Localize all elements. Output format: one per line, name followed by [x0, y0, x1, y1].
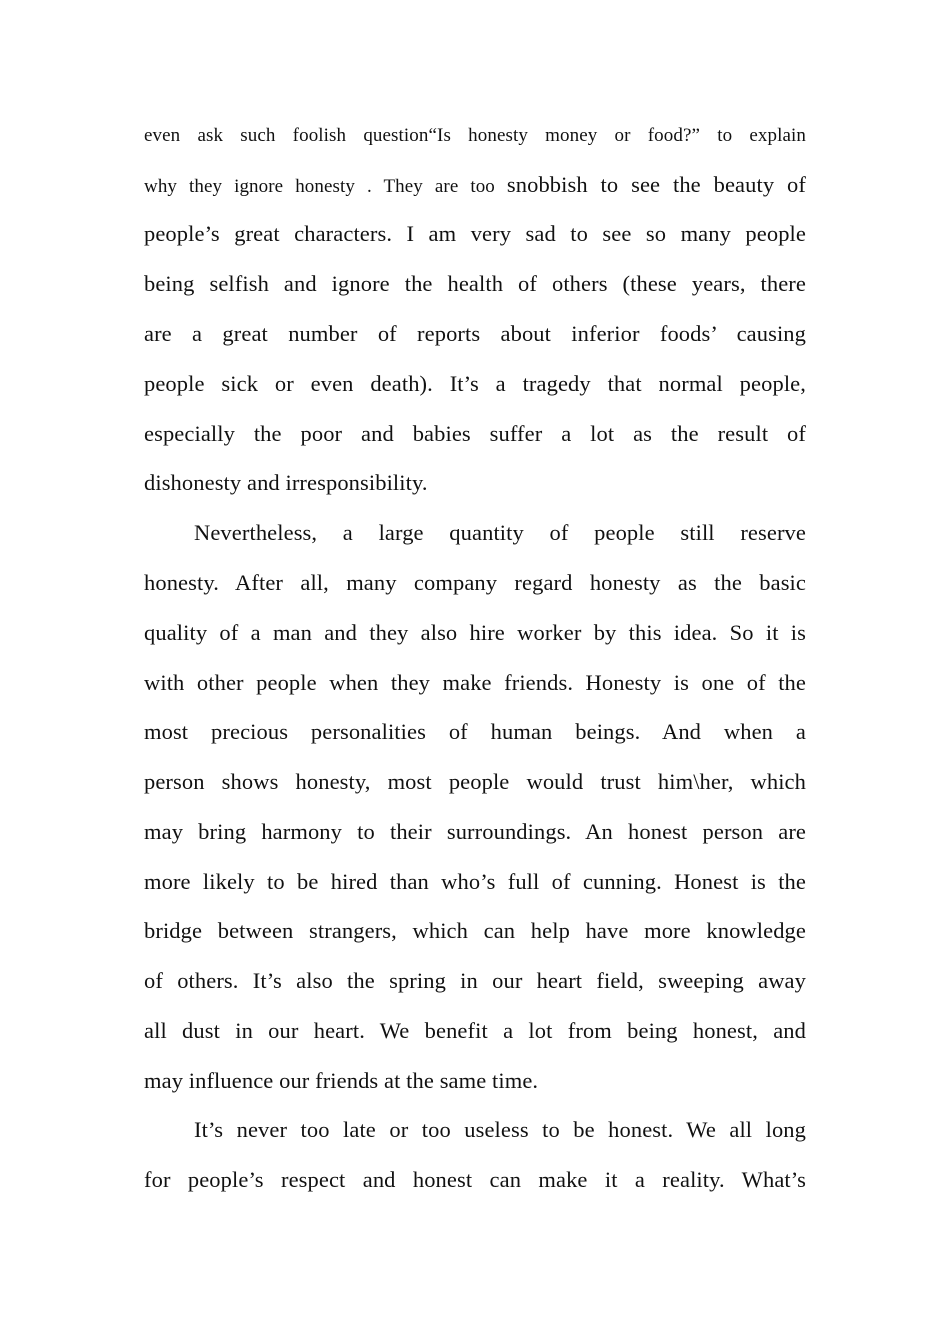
text-line: quality of a man and they also hire worker by this idea. So it is — [144, 620, 806, 645]
text-line: for people’s respect and honest can make it a reality. What’s — [144, 1167, 806, 1192]
text-line: dishonesty and irresponsibility. — [144, 470, 428, 495]
text-line: especially the poor and babies suffer a lot as the result of — [144, 421, 806, 446]
text-line: may bring harmony to their surroundings. An honest person are — [144, 819, 806, 844]
text-line: with other people when they make friends. Honesty is one of the — [144, 670, 806, 695]
text-line: most precious personalities of human beings. And when a — [144, 719, 806, 744]
text-line — [144, 171, 806, 201]
text-line: bridge between strangers, which can help have more knowledge — [144, 918, 806, 943]
text-line: person shows honesty, most people would trust him\her, which — [144, 769, 806, 794]
text-line: all dust in our heart. We benefit a lot from being honest, and — [144, 1018, 806, 1043]
text-line: people sick or even death). It’s a tragedy that normal people, — [144, 371, 806, 396]
text-line: are a great number of reports about inferior foods’ causing — [144, 321, 806, 346]
text-line: of others. It’s also the spring in our heart field, sweeping away — [144, 968, 806, 993]
text-line: being selfish and ignore the health of others (these years, there — [144, 271, 806, 296]
text-line: honesty. After all, many company regard honesty as the basic — [144, 570, 806, 595]
text-line: people’s great characters. I am very sad to see so many people — [144, 221, 806, 246]
text-line: It’s never too late or too useless to be honest. We all long — [194, 1117, 806, 1142]
text-run: why they ignore honesty . They are too — [144, 176, 507, 197]
text-line: may influence our friends at the same time. — [144, 1068, 539, 1093]
document-page — [144, 0, 806, 1344]
text-run: snobbish to see the beauty of — [506, 172, 806, 197]
text-line: even ask such foolish question“Is honesty money or food?” to explain — [144, 125, 806, 146]
text-line: Nevertheless, a large quantity of people still reserve — [194, 520, 806, 545]
text-line: more likely to be hired than who’s full of cunning. Honest is the — [144, 869, 806, 894]
